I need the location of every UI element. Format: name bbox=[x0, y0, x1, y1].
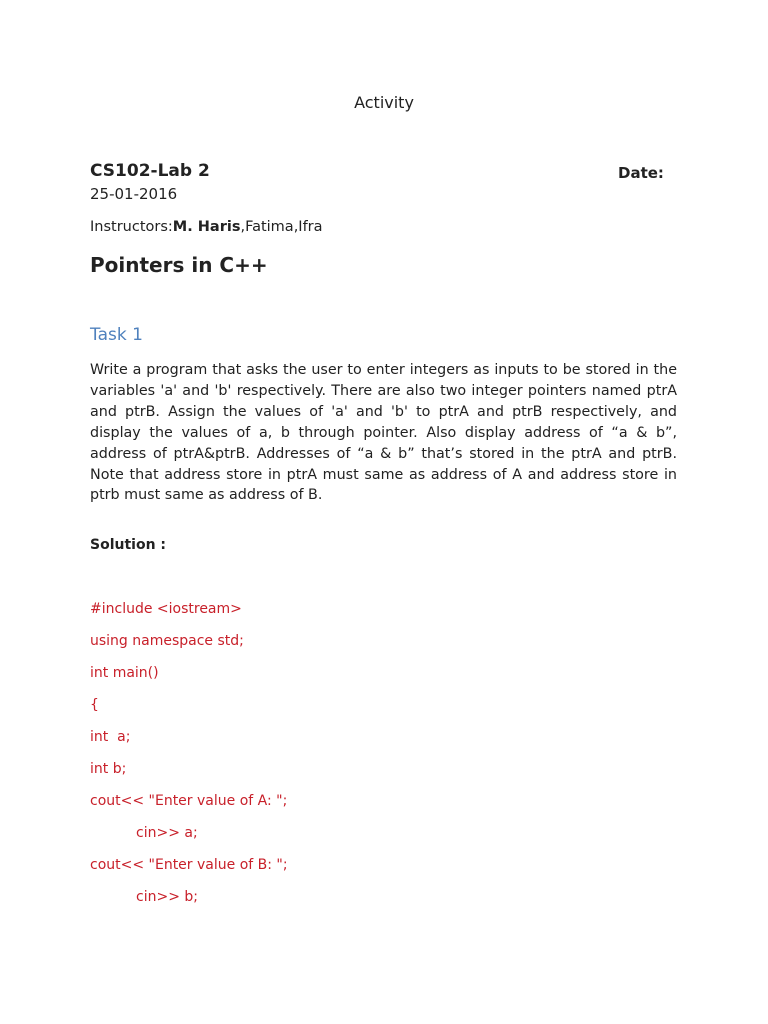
code-line: cin>> b; bbox=[136, 889, 198, 905]
date-label: Date: bbox=[618, 164, 664, 182]
date-value: 25-01-2016 bbox=[90, 185, 178, 203]
code-line: #include <iostream> bbox=[90, 601, 242, 617]
code-line: int main() bbox=[90, 665, 159, 681]
code-line: int a; bbox=[90, 729, 131, 745]
code-line: using namespace std; bbox=[90, 633, 244, 649]
task-description: Write a program that asks the user to enter integers as inputs to be stored in the variables 'a' and 'b' respectively. There are also two integer pointers named ptrA and ptrB. Assign the values of 'a' and 'b' to ptrA and ptrB respectively, and display the values of a, b through pointer. Also display address of “a & b”, address of ptrA&ptrB. Addresses of “a & b” that’s stored in the ptrA and ptrB. Note that address store in ptrA must same as address of A and address store in ptrb must same as address of B. bbox=[90, 362, 677, 504]
course-title: CS102-Lab 2 bbox=[90, 161, 210, 181]
instructors-line bbox=[90, 219, 323, 235]
code-line: int b; bbox=[90, 761, 127, 777]
document-title: Activity bbox=[354, 93, 414, 112]
solution-label: Solution : bbox=[90, 537, 167, 553]
code-line: cin>> a; bbox=[136, 825, 198, 841]
task-title: Task 1 bbox=[90, 325, 143, 345]
code-line: { bbox=[90, 697, 99, 713]
instructor-others: ,Fatima,Ifra bbox=[240, 219, 323, 235]
code-line: cout<< "Enter value of B: "; bbox=[90, 857, 288, 873]
section-heading: Pointers in C++ bbox=[90, 253, 268, 277]
code-line: cout<< "Enter value of A: "; bbox=[90, 793, 288, 809]
instructor-primary: M. Haris bbox=[172, 219, 241, 235]
instructors-label: Instructors: bbox=[90, 219, 173, 235]
